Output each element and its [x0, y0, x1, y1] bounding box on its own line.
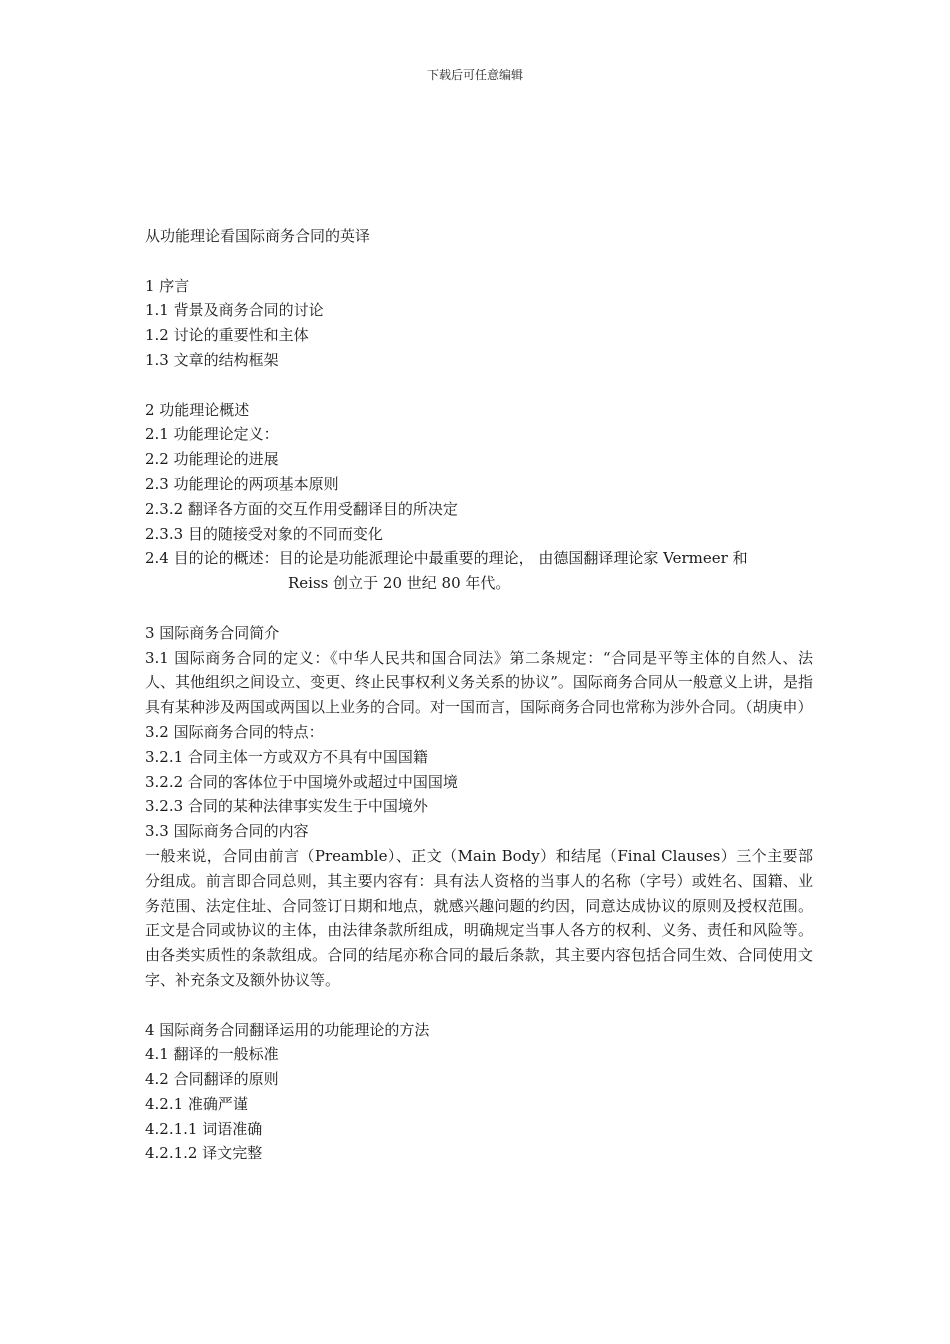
outline-item: 1.3 文章的结构框架 — [145, 350, 279, 369]
outline-item: 2.3.2 翻译各方面的交互作用受翻译目的所决定 — [145, 499, 458, 518]
outline-item: 3.2 国际商务合同的特点： — [145, 722, 324, 741]
content-paragraph: 一般来说，合同由前言（Preamble）、正文（Main Body）和结尾（Final Clauses）三个主要部分组成。前言即合同总则，其主要内容有：具有法人资格的当事人的名称（字号）或姓名、国籍、业务范围、法定住址、合同签订日期和地点，就感兴趣问题的约因，同意达成协议的原则及授权范围。正文是合同或协议的主体，由法律条款所组成，明确规定当事人各方的权利、义务、责任和风险等。由各类实质性的条款组成。合同的结尾亦称合同的最后条款，其主要内容包括合同生效、合同使用文字、补充条文及额外协议等。 — [145, 846, 813, 989]
heading-3: 3 国际商务合同简介 — [145, 623, 280, 642]
spacer — [145, 249, 813, 274]
document-body — [145, 224, 813, 1166]
heading-2: 2 功能理论概述 — [145, 400, 250, 419]
outline-item: 2.3 功能理论的两项基本原则 — [145, 474, 339, 493]
outline-item: 4.2.1.2 译文完整 — [145, 1144, 263, 1163]
outline-item: 2.3.3 目的随接受对象的不同而变化 — [145, 524, 383, 543]
outline-item: 4.2 合同翻译的原则 — [145, 1070, 279, 1089]
outline-item-continuation: Reiss 创立于 20 世纪 80 年代。 — [288, 574, 511, 593]
spacer — [145, 993, 813, 1018]
outline-item: 3.2.3 合同的某种法律事实发生于中国境外 — [145, 797, 428, 816]
outline-item: 4.2.1 准确严谨 — [145, 1094, 248, 1113]
document-title: 从功能理论看国际商务合同的英译 — [145, 227, 371, 245]
outline-item: 1.1 背景及商务合同的讨论 — [145, 301, 324, 320]
outline-item: 4.2.1.1 词语准确 — [145, 1119, 263, 1138]
spacer — [145, 596, 813, 621]
outline-item: 4.1 翻译的一般标准 — [145, 1045, 279, 1064]
outline-item: 2.1 功能理论定义： — [145, 425, 279, 444]
outline-item: 2.4 目的论的概述：目的论是功能派理论中最重要的理论， 由德国翻译理论家 Vermeer 和 — [145, 549, 748, 568]
heading-1: 1 序言 — [145, 276, 190, 295]
page-header: 下载后可任意编辑 — [426, 68, 523, 82]
definition-paragraph: 3.1 国际商务合同的定义：《中华人民共和国合同法》第二条规定：“合同是平等主体的自然人、法人、其他组织之间设立、变更、终止民事权利义务关系的协议”。国际商务合同从一般意义上讲，是指具有某种涉及两国或两国以上业务的合同。对一国而言，国际商务合同也常称为涉外合同。（胡庚申） — [145, 648, 813, 717]
outline-item: 3.2.1 合同主体一方或双方不具有中国国籍 — [145, 747, 428, 766]
outline-item: 2.2 功能理论的进展 — [145, 450, 279, 469]
outline-item: 1.2 讨论的重要性和主体 — [145, 326, 309, 345]
heading-4: 4 国际商务合同翻译运用的功能理论的方法 — [145, 1020, 430, 1039]
outline-item: 3.2.2 合同的客体位于中国境外或超过中国国境 — [145, 772, 458, 791]
outline-item: 3.3 国际商务合同的内容 — [145, 822, 309, 841]
spacer — [145, 373, 813, 398]
